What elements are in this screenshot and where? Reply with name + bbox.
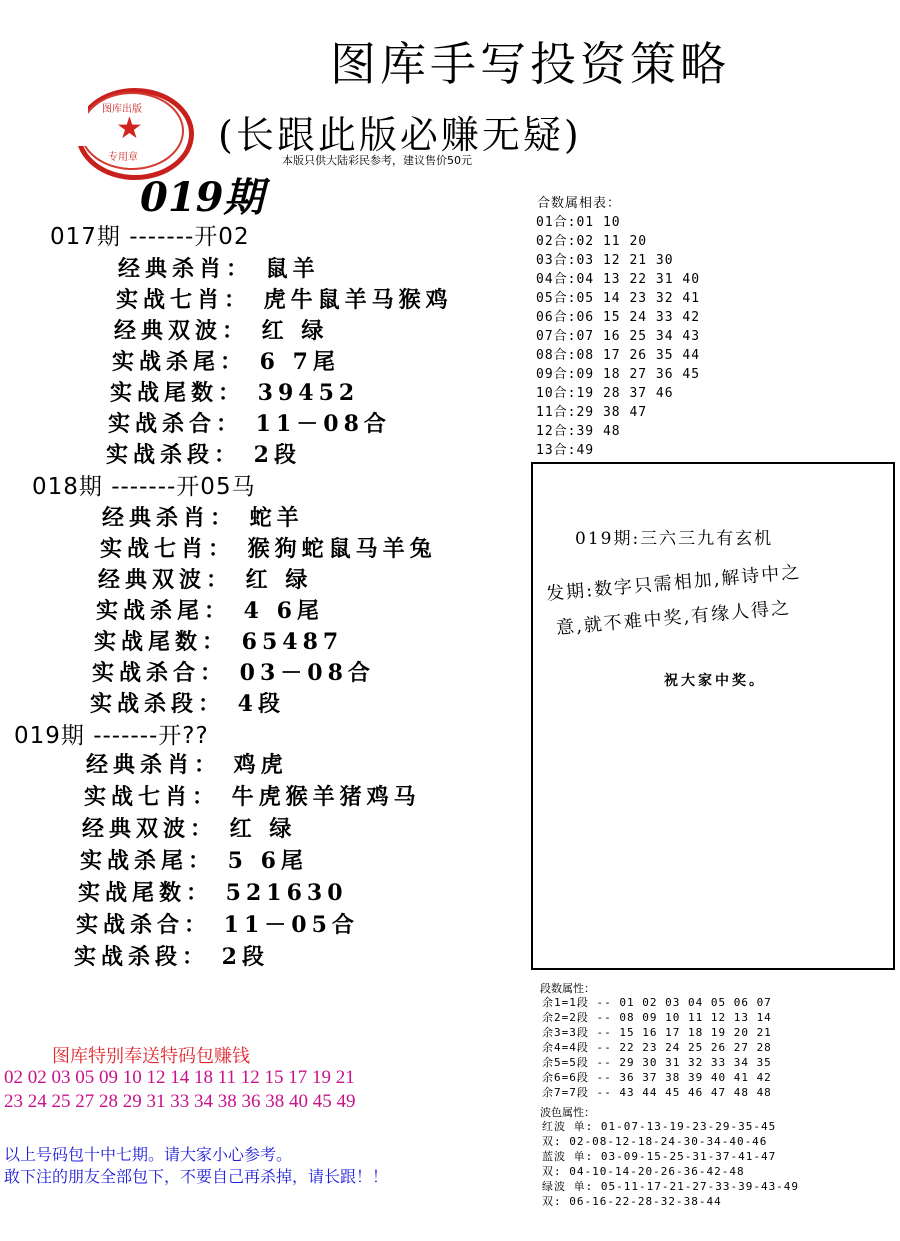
promo-note: 敢下注的朋友全部包下，不要自己再杀掉，请长跟！！ [4, 1167, 389, 1186]
wave-row: 绿波 单: 05-11-17-21-27-33-39-43-49 [542, 1180, 800, 1193]
section-row: 实战杀合： 03－08合 [92, 660, 375, 686]
promo-numbers: 02 02 03 05 09 10 12 14 18 11 12 15 17 19 21 [4, 1067, 355, 1088]
he-table-row: 12合:39 48 [536, 424, 621, 439]
promo-note: 以上号码包十中七期。请大家小心参考。 [4, 1145, 293, 1164]
section-row: 实战尾数： 39452 [110, 380, 360, 406]
section-row: 实战杀尾： 5 6尾 [80, 848, 308, 874]
segment-row: 余5=5段 -- 29 30 31 32 33 34 35 [542, 1056, 772, 1069]
section-row: 实战七肖： 虎牛鼠羊马猴鸡 [116, 287, 453, 313]
section-row: 经典双波： 红 绿 [82, 816, 297, 842]
segment-row: 余2=2段 -- 08 09 10 11 12 13 14 [542, 1011, 772, 1024]
issue-number: 019期 [140, 174, 264, 221]
section-row: 实战杀尾： 6 7尾 [112, 349, 340, 375]
wave-row: 双: 06-16-22-28-32-38-44 [542, 1195, 722, 1208]
section-row: 实战尾数： 65487 [94, 629, 344, 655]
section-row: 实战杀段： 2段 [106, 442, 301, 468]
he-table-row: 01合:01 10 [536, 215, 621, 230]
wave-row: 双: 02-08-12-18-24-30-34-40-46 [542, 1135, 768, 1148]
section-row: 经典双波： 红 绿 [114, 318, 329, 344]
section-header: 017期 -------开02 [50, 224, 250, 250]
section-row: 实战杀段： 2段 [74, 944, 269, 970]
wave-row: 蓝波 单: 03-09-15-25-31-37-41-47 [542, 1150, 777, 1163]
he-table-title: 合数属相表： [537, 196, 622, 211]
he-table-row: 07合:07 16 25 34 43 [536, 329, 701, 344]
segment-row: 余4=4段 -- 22 23 24 25 26 27 28 [542, 1041, 772, 1054]
section-row: 实战七肖： 猴狗蛇鼠马羊兔 [100, 536, 437, 562]
he-table-row: 11合:29 38 47 [536, 405, 648, 420]
waves-title: 波色属性： [540, 1106, 595, 1119]
promo-title: 图库特别奉送特码包赚钱 [52, 1046, 250, 1067]
he-table-row: 03合:03 12 21 30 [536, 253, 674, 268]
poem-line: 意,就不难中奖,有缘人得之 [555, 597, 792, 639]
star-icon: ★ [116, 111, 143, 146]
he-table-row: 09合:09 18 27 36 45 [536, 367, 701, 382]
section-row: 经典双波： 红 绿 [98, 567, 313, 593]
he-table-row: 05合:05 14 23 32 41 [536, 291, 701, 306]
segment-row: 余7=7段 -- 43 44 45 46 47 48 48 [542, 1086, 772, 1099]
poem-line: 019期:三六三九有玄机 [575, 529, 774, 549]
section-header: 018期 -------开05马 [32, 474, 256, 500]
section-row: 实战七肖： 牛虎猴羊猪鸡马 [84, 784, 421, 810]
he-table-row: 04合:04 13 22 31 40 [536, 272, 701, 287]
section-row: 实战杀合： 11－05合 [76, 912, 359, 938]
poem-greeting: 祝大家中奖。 [664, 673, 766, 689]
he-table-row: 02合:02 11 20 [536, 234, 648, 249]
publisher-stamp [76, 88, 188, 174]
he-table-row: 10合:19 28 37 46 [536, 386, 674, 401]
wave-row: 双: 04-10-14-20-26-36-42-48 [542, 1165, 745, 1178]
poem-line: 发期:数字只需相加,解诗中之 [545, 561, 803, 605]
stamp-top-text: 图库出版 [102, 104, 142, 115]
section-row: 实战尾数： 521630 [78, 880, 348, 906]
section-row: 经典杀肖： 鸡虎 [86, 752, 288, 778]
stamp-bottom-text: 专用章 [108, 152, 138, 163]
page-subtitle: (长跟此版必赚无疑) [218, 113, 582, 157]
price-note: 本版只供大陆彩民参考，建议售价50元 [282, 154, 472, 167]
section-row: 经典杀肖： 蛇羊 [102, 505, 304, 531]
he-table-row: 08合:08 17 26 35 44 [536, 348, 701, 363]
segment-row: 余6=6段 -- 36 37 38 39 40 41 42 [542, 1071, 772, 1084]
section-header: 019期 -------开?? [14, 723, 209, 749]
section-row: 实战杀段： 4段 [90, 691, 285, 717]
promo-numbers: 23 24 25 27 28 29 31 33 34 38 36 38 40 45 49 [4, 1091, 356, 1112]
page-title: 图库手写投资策略 [330, 37, 730, 91]
segment-row: 余1=1段 -- 01 02 03 04 05 06 07 [542, 996, 772, 1009]
he-table-row: 06合:06 15 24 33 42 [536, 310, 701, 325]
segments-title: 段数属性： [540, 982, 595, 995]
wave-row: 红波 单: 01-07-13-19-23-29-35-45 [542, 1120, 777, 1133]
section-row: 实战杀尾： 4 6尾 [96, 598, 324, 624]
he-table-row: 13合:49 [536, 443, 595, 458]
segment-row: 余3=3段 -- 15 16 17 18 19 20 21 [542, 1026, 772, 1039]
section-row: 实战杀合： 11－08合 [108, 411, 391, 437]
section-row: 经典杀肖： 鼠羊 [118, 256, 320, 282]
